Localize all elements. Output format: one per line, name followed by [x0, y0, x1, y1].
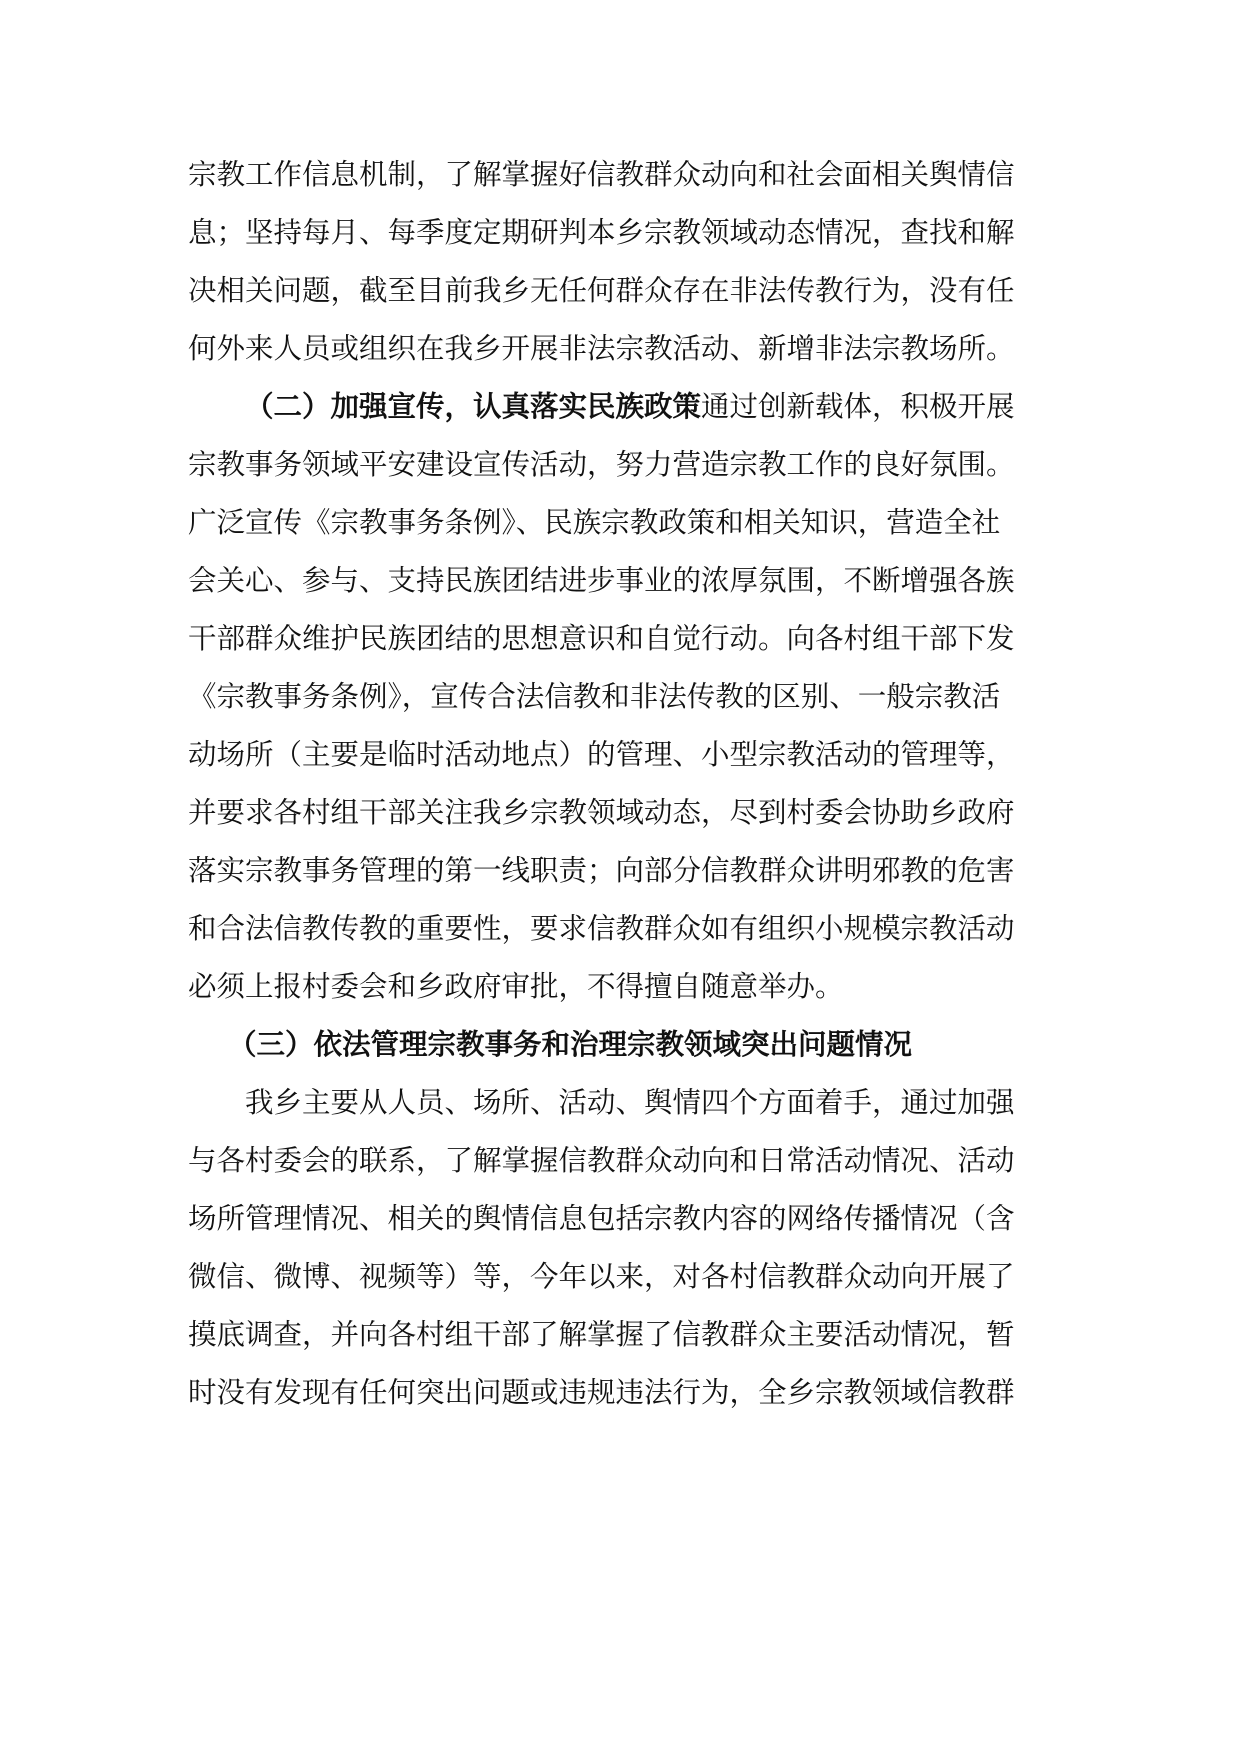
section-heading: （二）加强宣传，认真落实民族政策 — [245, 390, 702, 423]
paragraph-line: 场所管理情况、相关的舆情信息包括宗教内容的网络传播情况（含 — [188, 1202, 1015, 1235]
paragraph-line: 我乡主要从人员、场所、活动、舆情四个方面着手，通过加强 — [245, 1086, 1015, 1119]
paragraph-line: 微信、微博、视频等）等，今年以来，对各村信教群众动向开展了 — [188, 1260, 1015, 1293]
paragraph-line: 会关心、参与、支持民族团结进步事业的浓厚氛围，不断增强各族 — [188, 564, 1015, 597]
paragraph-line: 何外来人员或组织在我乡开展非法宗教活动、新增非法宗教场所。 — [188, 332, 1015, 365]
paragraph-line: 息；坚持每月、每季度定期研判本乡宗教领域动态情况，查找和解 — [188, 216, 1015, 249]
paragraph-line: 落实宗教事务管理的第一线职责；向部分信教群众讲明邪教的危害 — [188, 854, 1015, 887]
paragraph-line: 动场所（主要是临时活动地点）的管理、小型宗教活动的管理等， — [188, 738, 1015, 771]
paragraph-line: 《宗教事务条例》，宣传合法信教和非法传教的区别、一般宗教活 — [188, 680, 1001, 713]
paragraph-line: 和合法信教传教的重要性，要求信教群众如有组织小规模宗教活动 — [188, 912, 1015, 945]
paragraph-line: 宗教工作信息机制，了解掌握好信教群众动向和社会面相关舆情信 — [188, 158, 1015, 191]
paragraph-line: 决相关问题，截至目前我乡无任何群众存在非法传教行为，没有任 — [188, 274, 1015, 307]
paragraph-line: 广泛宣传《宗教事务条例》、民族宗教政策和相关知识，营造全社 — [188, 506, 1001, 539]
section-heading: （三）依法管理宗教事务和治理宗教领域突出问题情况 — [228, 1028, 913, 1061]
paragraph-line: 并要求各村组干部关注我乡宗教领域动态，尽到村委会协助乡政府 — [188, 796, 1015, 829]
paragraph-text: 通过创新载体，积极开展 — [701, 390, 1015, 423]
section-heading-line — [245, 384, 1015, 430]
paragraph-line: 必须上报村委会和乡政府审批，不得擅自随意举办。 — [188, 970, 844, 1003]
paragraph-line: 与各村委会的联系，了解掌握信教群众动向和日常活动情况、活动 — [188, 1144, 1015, 1177]
paragraph-line: 干部群众维护民族团结的思想意识和自觉行动。向各村组干部下发 — [188, 622, 1015, 655]
paragraph-line: 宗教事务领域平安建设宣传活动，努力营造宗教工作的良好氛围。 — [188, 448, 1015, 481]
paragraph-line: 时没有发现有任何突出问题或违规违法行为，全乡宗教领域信教群 — [188, 1376, 1015, 1409]
paragraph-line: 摸底调查，并向各村组干部了解掌握了信教群众主要活动情况，暂 — [188, 1318, 1015, 1351]
